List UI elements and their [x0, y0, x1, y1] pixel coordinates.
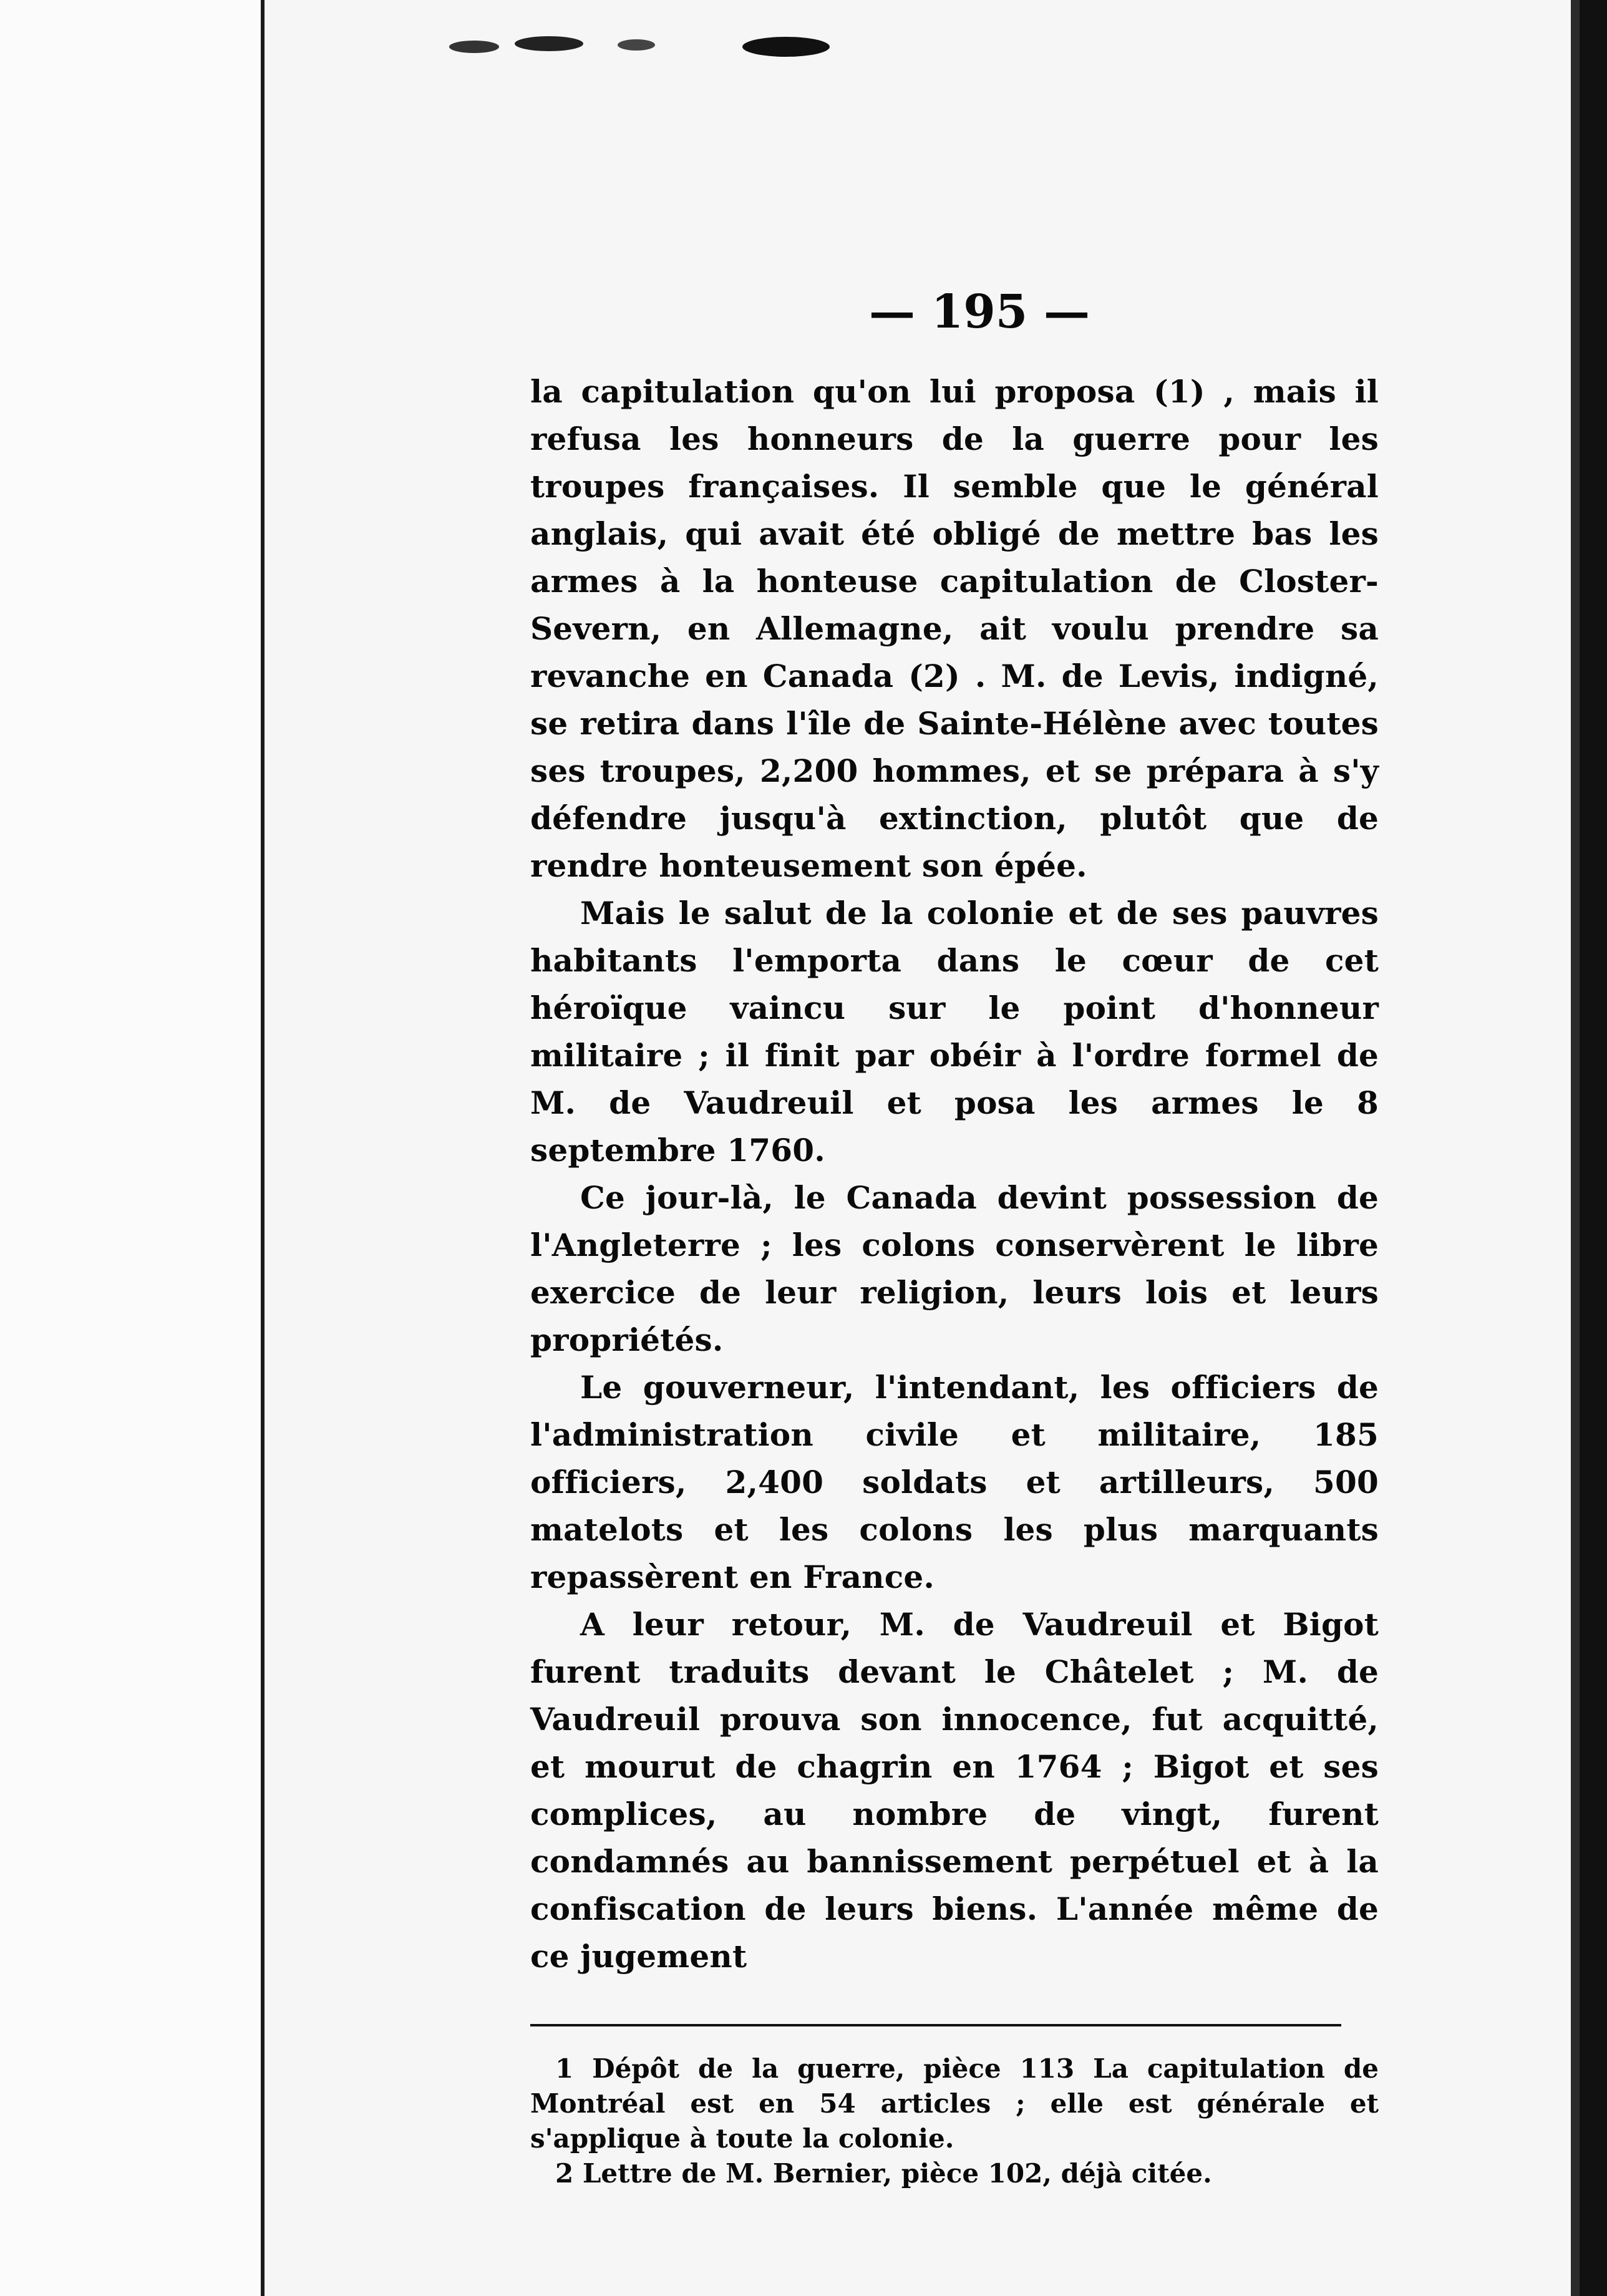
book-page	[530, 275, 1379, 2191]
footnote: 1 Dépôt de la guerre, pièce 113 La capitulation de Montréal est en 54 articles ; elle est générale et s'applique à toute la colonie.	[530, 2053, 1379, 2154]
paragraph: Ce jour-là, le Canada devint possession de l'Angleterre ; les colons conservèrent le libre exercice de leur religion, leurs lois et leurs propriétés.	[530, 1179, 1379, 1358]
paragraph: A leur retour, M. de Vaudreuil et Bigot furent traduits devant le Châtelet ; M. de Vaudreuil prouva son innocence, fut acquitté, et mourut de chagrin en 1764 ; Bigot et ses complices, au nombre de vingt, furent condamnés au bannissement perpétuel et à la confiscation de leurs biens. L'année même de ce jugement	[530, 1606, 1379, 1975]
footnote-divider	[530, 2024, 1341, 2026]
right-edge-border	[1580, 0, 1607, 2296]
footnote: 2 Lettre de M. Bernier, pièce 102, déjà citée.	[555, 2158, 1212, 2189]
ink-smudge	[437, 19, 936, 69]
body-text	[530, 368, 1379, 1980]
paragraph: Le gouverneur, l'intendant, les officiers de l'administration civile et militaire, 185 officiers, 2,400 soldats et artilleurs, 500 matelots et les colons les plus marquants repassèrent en France.	[530, 1369, 1379, 1595]
paragraph: Mais le salut de la colonie et de ses pauvres habitants l'emporta dans le cœur de cet héroïque vaincu sur le point d'honneur militaire ; il finit par obéir à l'ordre formel de M. de Vaudreuil et posa les armes le 8 septembre 1760.	[530, 895, 1379, 1169]
page-number: — 195 —	[869, 285, 1090, 339]
right-edge-shadow	[1571, 0, 1580, 2296]
page-gutter	[261, 0, 265, 2296]
paragraph: la capitulation qu'on lui proposa (1) , mais il refusa les honneurs de la guerre pour les troupes françaises. Il semble que le général anglais, qui avait été obligé de mettre bas les armes à la honteuse capitulation de Closter-Severn, en Allemagne, ait voulu prendre sa revanche en Canada (2) . M. de Levis, indigné, se retira dans l'île de Sainte-Hélène avec toutes ses troupes, 2,200 hommes, et se prépara à s'y défendre jusqu'à extinction, plutôt que de rendre honteusement son épée.	[530, 373, 1379, 884]
facing-page-margin	[0, 0, 261, 2296]
footnotes	[530, 2051, 1379, 2191]
